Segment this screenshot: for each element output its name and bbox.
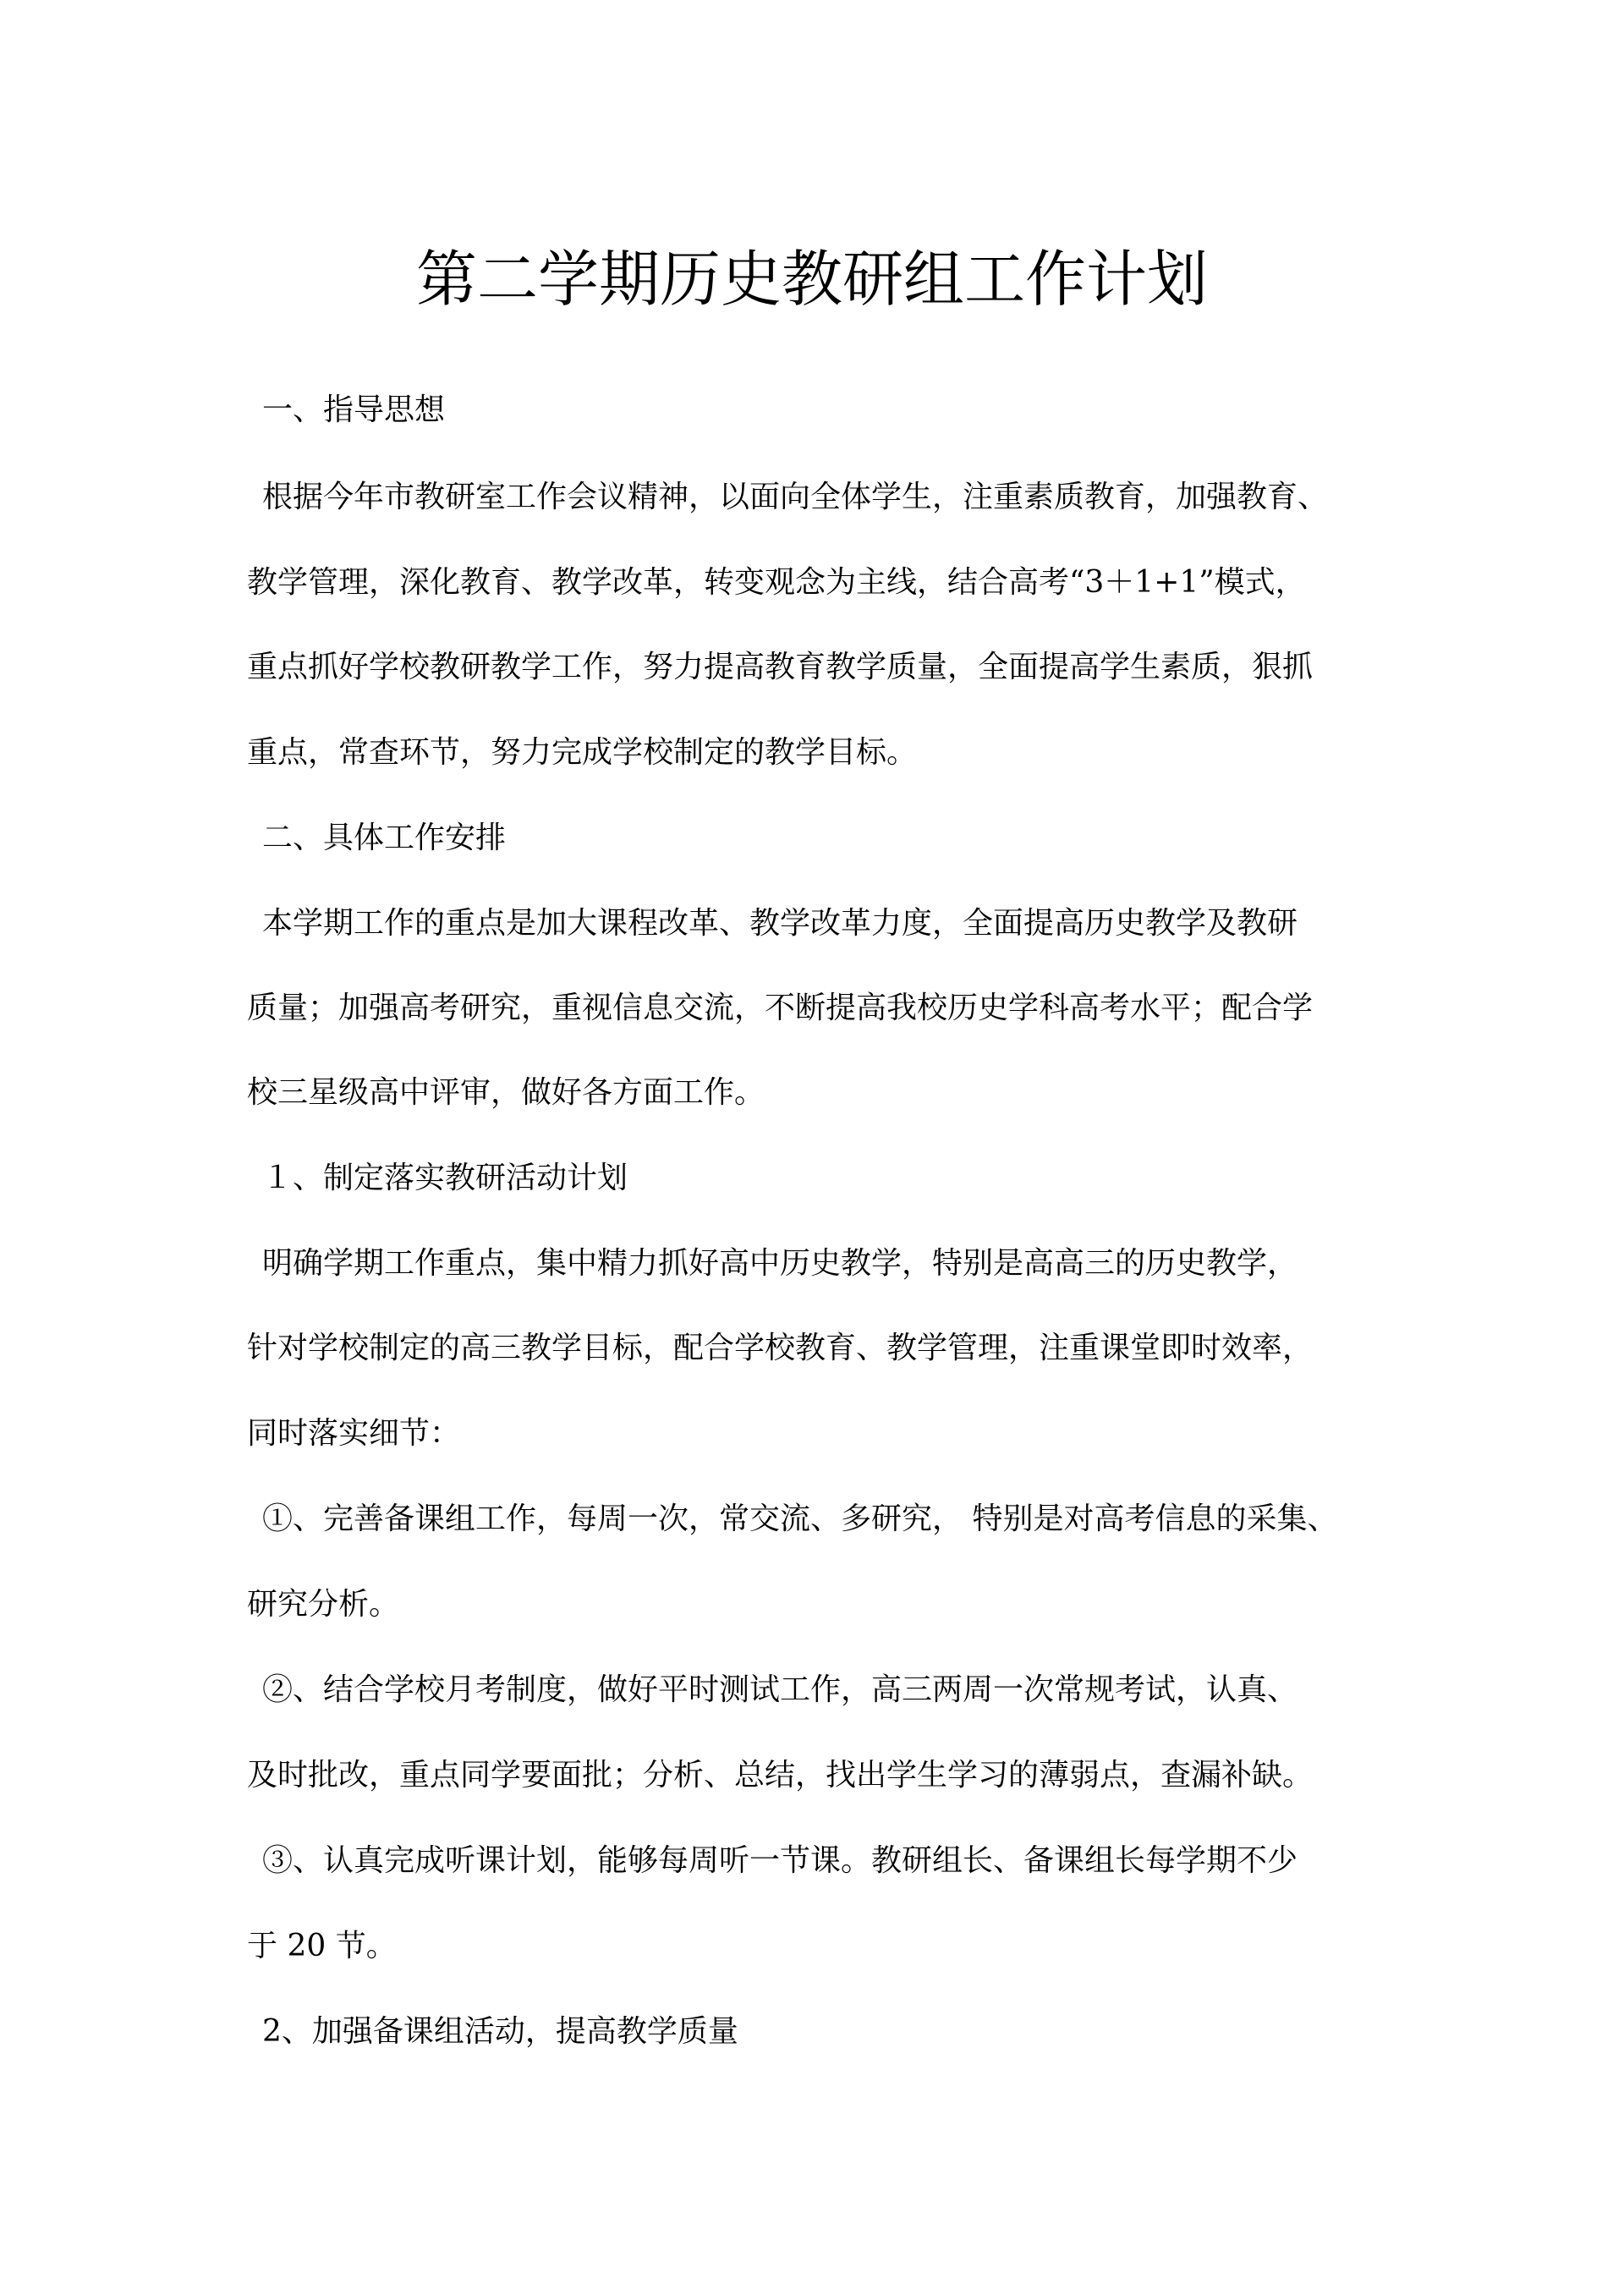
subsection-heading-plan: １、制定落实教研活动计划 bbox=[262, 1161, 628, 1195]
list-item-2-continuation: 及时批改，重点同学要面批；分析、总结，找出学生学习的薄弱点，查漏补缺。 bbox=[247, 1758, 1314, 1793]
paragraph-line: 针对学校制定的高三教学目标，配合学校教育、教学管理，注重课堂即时效率， bbox=[247, 1331, 1314, 1365]
list-item-3-continuation: 于 20 节。 bbox=[247, 1929, 397, 1963]
paragraph-line: 同时落实细节： bbox=[247, 1416, 461, 1451]
paragraph-line: 质量；加强高考研究，重视信息交流，不断提高我校历史学科高考水平；配合学 bbox=[247, 991, 1314, 1025]
paragraph-line: 本学期工作的重点是加大课程改革、教学改革力度，全面提高历史教学及教研 bbox=[262, 906, 1298, 941]
list-item-1-continuation: 研究分析。 bbox=[247, 1587, 400, 1622]
document-title: 第二学期历史教研组工作计划 bbox=[415, 244, 1208, 316]
list-item-3: ③、认真完成听课计划，能够每周听一节课。教研组长、备课组长每学期不少 bbox=[262, 1843, 1298, 1878]
list-item-1: ①、完善备课组工作，每周一次，常交流、多研究， 特别是对高考信息的采集、 bbox=[262, 1502, 1338, 1536]
paragraph-line: 明确学期工作重点，集中精力抓好高中历史教学，特别是高高三的历史教学， bbox=[262, 1246, 1298, 1281]
paragraph-line: 校三星级高中评审，做好各方面工作。 bbox=[247, 1075, 765, 1110]
paragraph-line: 教学管理，深化教育、教学改革，转变观念为主线，结合高考“3＋1+1”模式， bbox=[247, 565, 1306, 600]
list-item-2: ②、结合学校月考制度，做好平时测试工作，高三两周一次常规考试，认真、 bbox=[262, 1672, 1298, 1707]
subsection-heading-prep-groups: 2、加强备课组活动，提高教学质量 bbox=[262, 2014, 738, 2049]
paragraph-line: 重点抓好学校教研教学工作，努力提高教育教学质量，全面提高学生素质，狠抓 bbox=[247, 650, 1314, 684]
paragraph-line: 根据今年市教研室工作会议精神，以面向全体学生，注重素质教育，加强教育、 bbox=[262, 480, 1329, 514]
section-heading-work-arrangement: 二、具体工作安排 bbox=[262, 821, 507, 855]
paragraph-line: 重点，常查环节，努力完成学校制定的教学目标。 bbox=[247, 735, 918, 770]
section-heading-guiding-ideology: 一、指导思想 bbox=[262, 393, 446, 427]
